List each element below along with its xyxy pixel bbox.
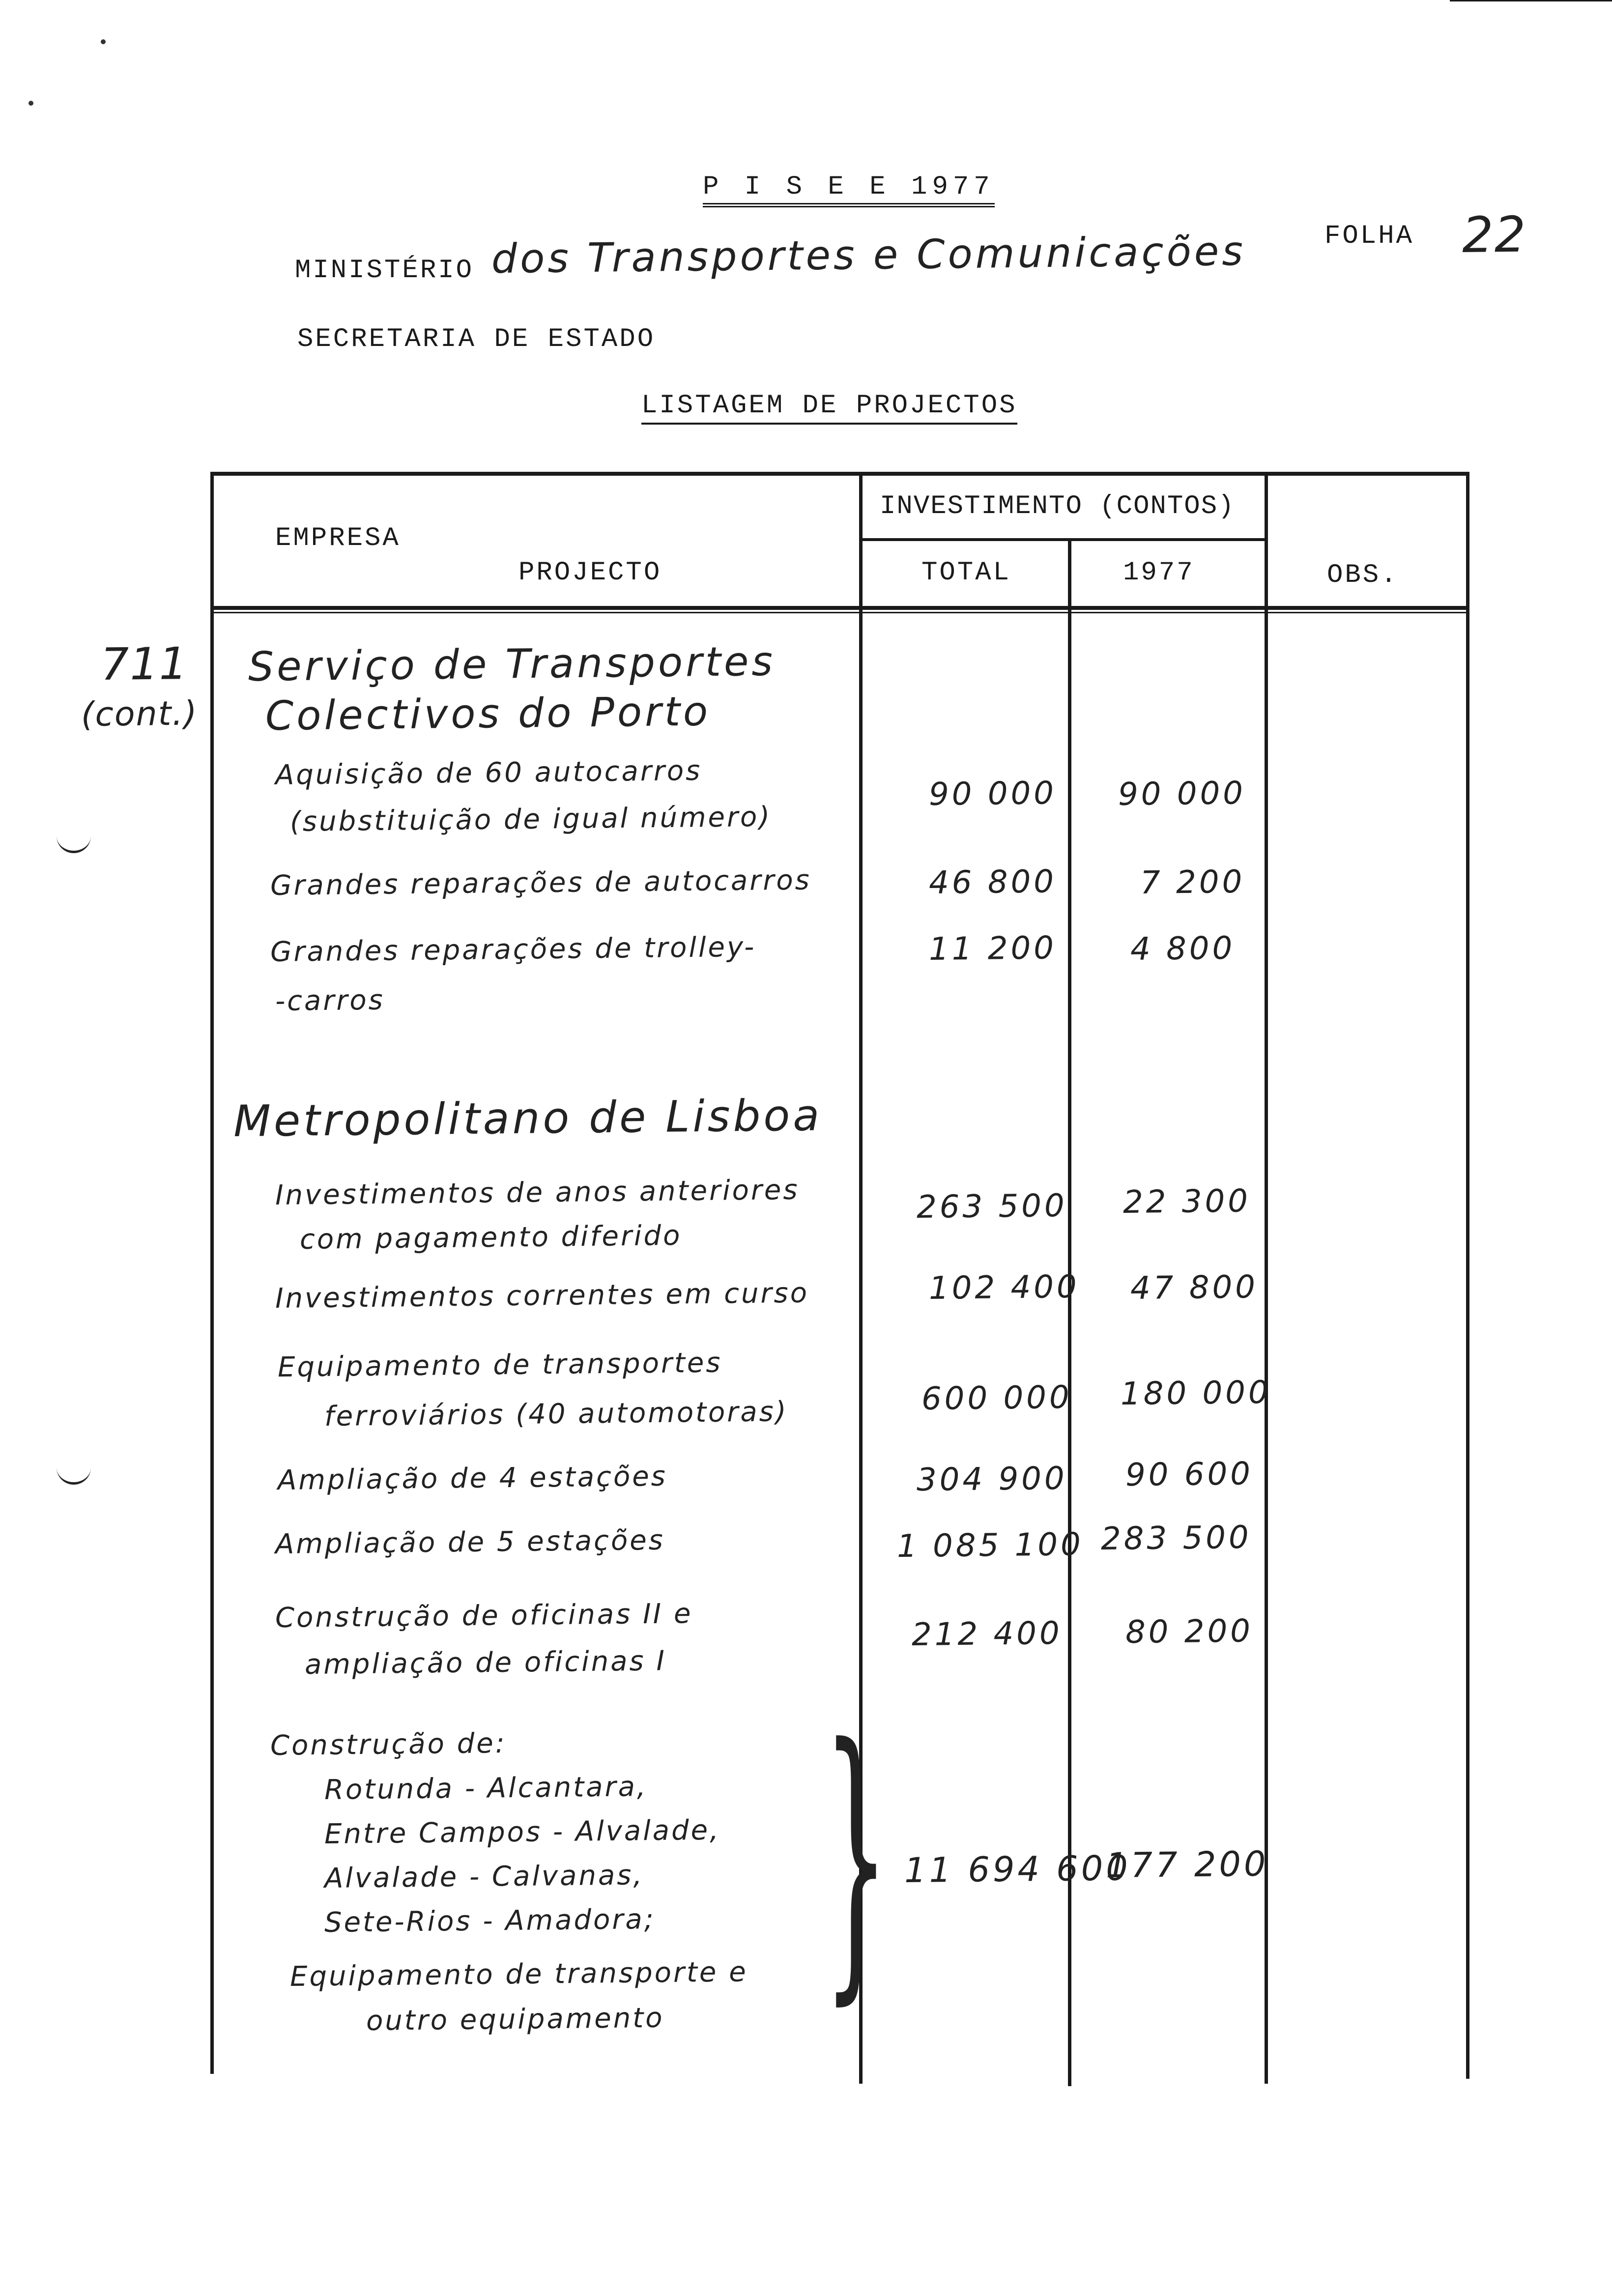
margin-code: 711 — [100, 638, 189, 690]
header-projecto: PROJECTO — [518, 558, 662, 588]
header-obs: OBS. — [1327, 560, 1399, 590]
project-description: Equipamento de transportes — [277, 1347, 722, 1383]
project-subitem: Sete-Rios - Amadora; — [324, 1903, 656, 1939]
total-value: 46 800 — [928, 863, 1057, 901]
value-1977: 283 500 — [1100, 1519, 1252, 1557]
folha-number: 22 — [1462, 205, 1527, 264]
project-description: Ampliação de 5 estações — [275, 1524, 665, 1560]
total-value: 600 000 — [921, 1379, 1073, 1417]
project-description: -carros — [275, 984, 385, 1017]
speck — [29, 101, 33, 106]
project-description: Construção de oficinas II e — [275, 1598, 693, 1634]
company-name: Metropolitano de Lisboa — [233, 1090, 823, 1147]
total-value: 11 200 — [928, 930, 1057, 968]
listing-title: LISTAGEM DE PROJECTOS — [641, 391, 1017, 425]
project-description: Ampliação de 4 estações — [277, 1460, 668, 1496]
value-1977: 180 000 — [1120, 1374, 1272, 1412]
program-title: P I S E E 1977 — [703, 172, 995, 207]
project-description: ampliação de oficinas I — [304, 1645, 667, 1681]
value-1977: 7 200 — [1140, 863, 1245, 901]
header-total: TOTAL — [921, 558, 1011, 588]
speck — [101, 39, 106, 44]
value-1977: 4 800 — [1130, 930, 1236, 968]
project-subitem: Equipamento de transporte e — [289, 1956, 748, 1993]
investimento-divider — [863, 538, 1266, 541]
table-top-border — [211, 472, 1469, 476]
project-description: com pagamento diferido — [299, 1219, 682, 1256]
folha-label: FOLHA — [1324, 221, 1414, 251]
total-value: 90 000 — [928, 775, 1057, 813]
column-line-obs — [1265, 472, 1268, 2084]
value-1977: 80 200 — [1125, 1613, 1254, 1651]
header-investimento: INVESTIMENTO (CONTOS) — [880, 491, 1235, 521]
total-value: 11 694 600 — [904, 1848, 1131, 1891]
value-1977: 22 300 — [1123, 1183, 1251, 1221]
margin-cont: (cont.) — [81, 694, 198, 734]
curly-brace: } — [823, 1686, 889, 2029]
company-name: Colectivos do Porto — [265, 688, 711, 740]
column-line-right — [1466, 472, 1469, 2079]
header-bottom-border — [211, 606, 1469, 610]
project-subitem: Rotunda - Alcantara, — [324, 1771, 648, 1806]
total-value: 212 400 — [911, 1615, 1063, 1653]
header-bottom-border-2 — [211, 612, 1469, 613]
total-value: 1 085 100 — [896, 1526, 1084, 1565]
value-1977: 47 800 — [1130, 1269, 1259, 1307]
secretariat: SECRETARIA DE ESTADO — [297, 324, 656, 354]
ministry-label: MINISTÉRIO — [295, 256, 474, 286]
project-description: Investimentos de anos anteriores — [275, 1174, 800, 1211]
project-description: Investimentos correntes em curso — [275, 1277, 809, 1315]
value-1977: 90 600 — [1125, 1456, 1254, 1493]
header-empresa: EMPRESA — [275, 523, 401, 553]
project-description: (substituição de igual número) — [289, 801, 772, 838]
total-value: 102 400 — [928, 1268, 1080, 1307]
top-edge-line — [1450, 0, 1612, 1]
project-description: Grandes reparações de trolley- — [270, 931, 756, 968]
project-subitem: Entre Campos - Alvalade, — [324, 1814, 721, 1850]
value-1977: 90 000 — [1118, 775, 1246, 813]
header-1977: 1977 — [1123, 558, 1195, 588]
check-mark — [57, 833, 91, 853]
column-line-left — [210, 472, 214, 2074]
project-subitem: Alvalade - Calvanas, — [324, 1859, 644, 1894]
total-value: 263 500 — [916, 1187, 1068, 1226]
project-description: Aquisição de 60 autocarros — [275, 754, 702, 791]
value-1977: 177 200 — [1105, 1843, 1269, 1886]
project-subitem: outro equipamento — [366, 2002, 664, 2037]
check-mark — [57, 1464, 91, 1485]
total-value: 304 900 — [916, 1460, 1068, 1498]
project-description: ferroviários (40 automotoras) — [324, 1396, 788, 1433]
project-description: Grandes reparações de autocarros — [270, 864, 812, 902]
company-name: Serviço de Transportes — [248, 638, 776, 690]
project-description: Construção de: — [270, 1727, 507, 1762]
ministry-name: dos Transportes e Comunicações — [491, 228, 1246, 283]
